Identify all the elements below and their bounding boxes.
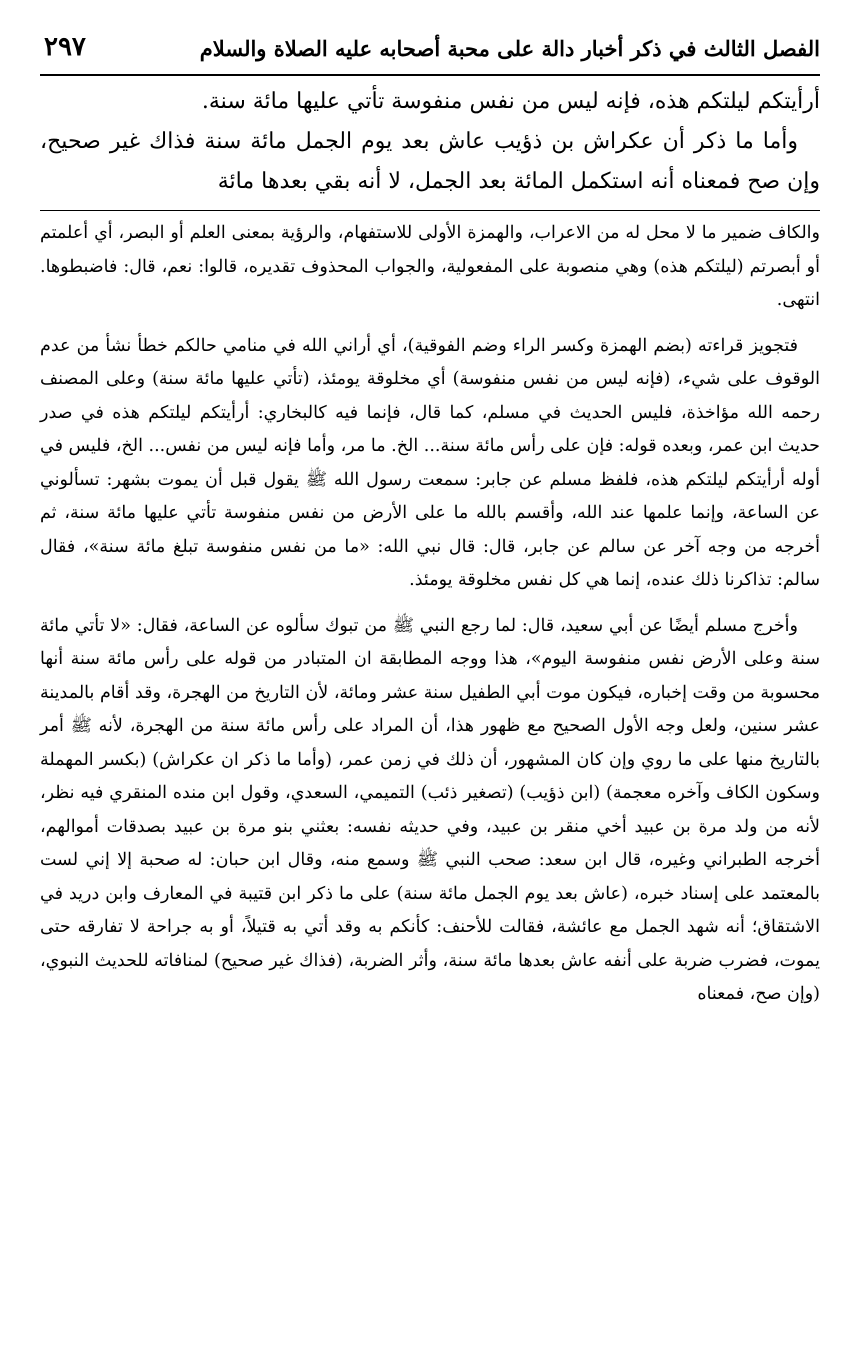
footnote-separator xyxy=(40,210,820,211)
header-rule xyxy=(40,74,820,76)
page-header xyxy=(40,34,820,68)
main-paragraph: وأما ما ذكر أن عكراش بن ذؤيب عاش بعد يوم الجمل مائة سنة فذاك غير صحيح، وإن صح فمعناه أنه استكمل المائة بعد الجمل، لا أنه بقي بعدها مائة xyxy=(40,129,820,194)
main-text xyxy=(40,82,820,202)
main-paragraph: أرأيتكم ليلتكم هذه، فإنه ليس من نفس منفوسة تأتي عليها مائة سنة. xyxy=(201,89,820,114)
commentary-paragraph: والكاف ضمير ما لا محل له من الاعراب، والهمزة الأولى للاستفهام، والرؤية بمعنى العلم أو البصر، أي أعلمتم أو أبصرتم (ليلتكم هذه) وهي منصوبة على المفعولية، والجواب المحذوف تقديره، قالوا: نعم، قال: فاضبطوها. انتهى. xyxy=(40,223,820,310)
commentary-paragraph: فتجويز قراءته (بضم الهمزة وكسر الراء وضم الفوقية)، أي أراني الله في منامي حالكم خطأ نشأ من عدم الوقوف على شيء، (فإنه ليس من نفس منفوسة) أي مخلوقة يومئذ، (تأتي عليها مائة سنة) وعلى المصنف رحمه الله مؤاخذة، فليس الحديث في مسلم، كما قال، فإنما فيه كالبخاري: أرأيتكم ليلتكم هذه في صدر حديث ابن عمر، وبعده قوله: فإن على رأس مائة سنة... الخ. ما مر، وأما فإنه ليس من نفس... الخ، فليس في أوله أرأيتكم ليلتكم هذه، فلفظ مسلم عن جابر: سمعت رسول الله ﷺ يقول قبل أن يموت بشهر: تسألوني عن الساعة، وإنما علمها عند الله، وأقسم بالله ما على الأرض من نفس منفوسة تأتي عليها مائة سنة، ثم أخرجه من وجه آخر عن سالم عن جابر، قال: قال نبي الله: «ما من نفس منفوسة تبلغ مائة سنة»، فقال سالم: تذاكرنا ذلك عنده، إنما هي كل نفس مخلوقة يومئذ. xyxy=(40,335,820,590)
commentary-paragraph: وأخرج مسلم أيضًا عن أبي سعيد، قال: لما رجع النبي ﷺ من تبوك سألوه عن الساعة، فقال: «لا تأتي مائة سنة وعلى الأرض نفس منفوسة اليوم»، هذا ووجه المطابقة ان المتبادر من قوله على رأس مائة سنة أنها محسوبة من وقت إخباره، فيكون موت أبي الطفيل سنة عشر ومائة، لأن التاريخ من الهجرة، وقد أقام بالمدينة عشر سنين، ولعل وجه الأول الصحيح مع ظهور هذا، أن المراد على رأس مائة سنة من الهجرة، لأنه ﷺ أمر بالتاريخ منها على ما روي وإن كان المشهور، أن ذلك في زمن عمر، (وأما ما ذكر ان عكراش) (بكسر المهملة وسكون الكاف وآخره معجمة) (ابن ذؤيب) (تصغير ذئب) التميمي، السعدي، وقول ابن منده المنقري فيه نظر، لأنه من ولد مرة بن عبيد أخي منقر بن عبيد، وفي حديثه نفسه: بعثني بنو مرة بن عبيد بصدقات أموالهم، أخرجه الطبراني وغيره، قال ابن سعد: صحب النبي ﷺ وسمع منه، وقال ابن حبان: له صحبة إلا إني لست بالمعتمد على إسناد خبره، (عاش بعد يوم الجمل مائة سنة) على ما ذكر ابن قتيبة في المعارف وابن دريد في الاشتقاق؛ أنه شهد الجمل مع عائشة، فقالت للأحنف: كأنكم به وقد أتي به قتيلاً، أو به جراحة لا تفارقه حتى يموت، فضرب ضربة على أنفه عاش بعدها مائة سنة، وأثر الضربة، (فذاك غير صحيح) لمنافاته للحديث النبوي، (وإن صح، فمعناه xyxy=(40,615,820,1004)
page-number: ٢٩٧ xyxy=(44,32,86,62)
commentary xyxy=(40,217,820,1012)
chapter-title: الفصل الثالث في ذكر أخبار دالة على محبة أصحابه عليه الصلاة والسلام xyxy=(199,36,820,61)
